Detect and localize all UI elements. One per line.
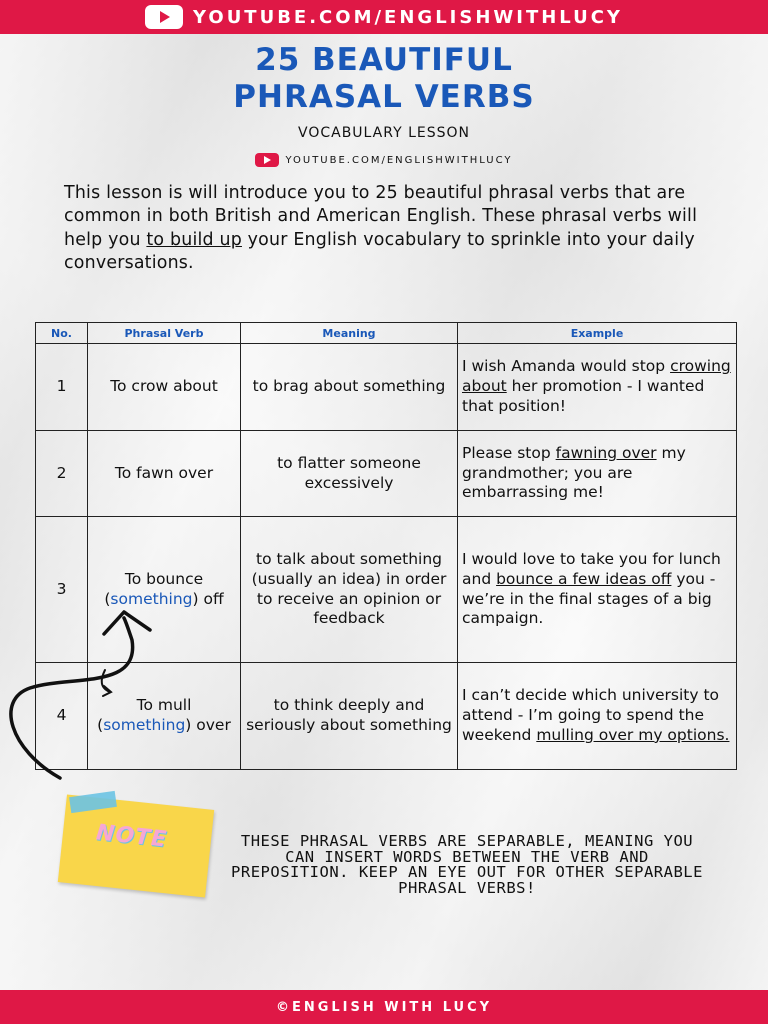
title-line-2: PHRASAL VERBS — [233, 79, 535, 115]
youtube-icon — [145, 5, 183, 29]
example-after: my grandmother; you are embarrassing me! — [462, 443, 686, 502]
top-banner — [0, 0, 768, 34]
example-phrasal: bounce a few ideas off — [496, 569, 672, 588]
small-channel-url[interactable]: YOUTUBE.COM/ENGLISHWITHLUCY — [285, 154, 513, 166]
row-number: 3 — [36, 517, 88, 663]
verb-particle: ) off — [192, 589, 224, 608]
example-before: I wish Amanda would stop — [462, 357, 671, 376]
small-channel-link[interactable] — [0, 153, 768, 167]
header-verb: Phrasal Verb — [88, 323, 241, 344]
subtitle: VOCABULARY LESSON — [298, 125, 470, 141]
example — [458, 517, 737, 663]
verb-object: something — [110, 589, 193, 608]
verb-text: To fawn over — [114, 463, 214, 482]
footer-copyright: ©ENGLISH WITH LUCY — [275, 999, 493, 1015]
youtube-icon — [255, 153, 279, 167]
table-row — [36, 431, 737, 517]
example-before: I would love to take you for lunch and — [462, 550, 721, 588]
example — [458, 431, 737, 517]
example-before: Please stop — [462, 443, 556, 462]
example — [458, 663, 737, 770]
header-meaning: Meaning — [241, 323, 458, 344]
meaning: to talk about something (usually an idea) in order to receive an opinion or feedback — [241, 517, 458, 663]
title-line-1: 25 BEAUTIFUL — [255, 42, 513, 78]
verb-text: To mull ( — [97, 696, 192, 734]
meaning: to think deeply and seriously about something — [241, 663, 458, 770]
curved-arrow-icon — [0, 600, 200, 790]
page-title — [0, 42, 768, 116]
bottom-banner — [0, 990, 768, 1024]
table-header-row — [36, 323, 737, 344]
header-example: Example — [458, 323, 737, 344]
example-after: you - we’re in the final stages of a big campaign. — [462, 569, 716, 628]
intro-paragraph — [64, 182, 724, 275]
note-text: THESE PHRASAL VERBS ARE SEPARABLE, MEANING YOU CAN INSERT WORDS BETWEEN THE VERB AND PREPOSITION. KEEP AN EYE OUT FOR OTHER SEPARABLE PHRASAL VERBS! — [231, 832, 703, 897]
verb-text: To bounce ( — [104, 569, 204, 608]
verb-object: something — [103, 716, 186, 734]
intro-text-after: your English vocabulary to sprinkle into your daily conversations. — [64, 229, 695, 273]
example-phrasal: mulling over my options. — [536, 725, 730, 744]
channel-url[interactable]: YOUTUBE.COM/ENGLISHWITHLUCY — [193, 6, 623, 28]
example-after: her promotion - I wanted that position! — [462, 377, 705, 415]
verb-text: To crow about — [110, 377, 218, 396]
example-before: I can’t decide which university to attend - I’m going to spend the weekend — [462, 686, 720, 744]
note-label: NOTE — [94, 820, 169, 853]
example-phrasal: fawning over — [555, 443, 657, 462]
header-no: No. — [36, 323, 88, 344]
row-number: 4 — [36, 663, 88, 770]
phrasal-verb — [88, 344, 241, 431]
meaning: to brag about something — [241, 344, 458, 431]
example-phrasal: crowing about — [462, 357, 731, 396]
row-number: 1 — [36, 344, 88, 431]
row-number: 2 — [36, 431, 88, 517]
verb-particle: ) over — [185, 716, 231, 734]
note-sticker — [52, 790, 222, 900]
example — [458, 344, 737, 431]
phrasal-verb — [88, 431, 241, 517]
intro-highlight: to build up — [146, 229, 242, 250]
intro-text-before: This lesson is will introduce you to 25 beautiful phrasal verbs that are common in both British and American English. These phrasal verbs will help you — [64, 183, 698, 250]
table-row — [36, 344, 737, 431]
meaning: to flatter someone excessively — [241, 431, 458, 517]
